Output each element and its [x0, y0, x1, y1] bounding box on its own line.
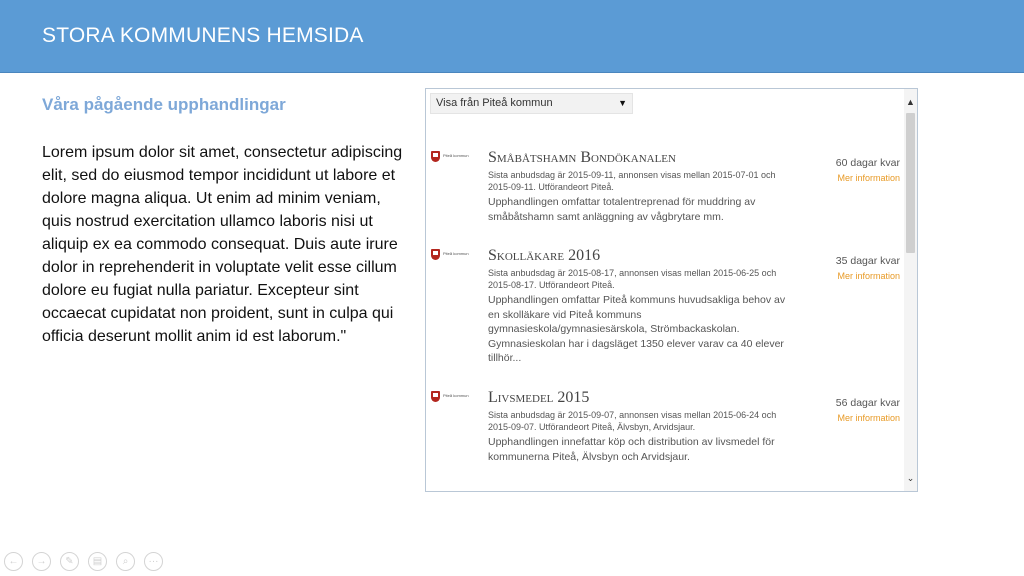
header-bar: [0, 0, 1024, 73]
slides-grid-icon[interactable]: ▤: [88, 552, 107, 571]
days-left: 56 dagar kvar: [835, 397, 900, 409]
municipality-logo: [431, 247, 471, 261]
section-subtitle: Våra pågående upphandlingar: [42, 95, 286, 114]
procurement-meta: Sista anbudsdag är 2015-09-11, annonsen visas mellan 2015-07-01 och 2015-09-11. Utförandeort Piteå.: [488, 170, 776, 192]
previous-slide-icon[interactable]: ←: [4, 552, 23, 571]
crest-icon: [431, 151, 440, 162]
procurement-title: Skolläkare 2016: [488, 247, 601, 264]
crest-icon: [431, 391, 440, 402]
dropdown-arrow-icon: ▼: [618, 98, 627, 108]
days-left: 35 dagar kvar: [835, 255, 900, 267]
logo-text: Piteå kommun: [443, 153, 469, 158]
procurement-item: [426, 389, 904, 469]
procurement-item: [426, 247, 904, 367]
procurement-title: Småbåtshamn Bondökanalen: [488, 149, 676, 166]
section-body-text: Lorem ipsum dolor sit amet, consectetur adipiscing elit, sed do eiusmod tempor incididunt ut labore et dolore magna aliqua. Ut enim ad minim veniam, quis nostrud exercitation ullamco laboris nisi ut aliquip ex ea commodo consequat. Duis aute irure dolor in reprehenderit in voluptate velit esse cillum dolore eu fugiat nulla pariatur. Excepteur sint occaecat cupidatat non proident, sunt in culpa qui officia deserunt mollit anim id est laborum.": [42, 144, 403, 345]
logo-text: Piteå kommun: [443, 251, 469, 256]
filter-selected-value: Visa från Piteå kommun: [436, 97, 553, 109]
procurement-description: Upphandlingen omfattar totalentreprenad för muddring av småbåtshamn samt anläggning av vågbrytare mm.: [488, 196, 756, 223]
crest-icon: [431, 249, 440, 260]
more-info-link[interactable]: Mer information: [837, 413, 900, 423]
more-info-link[interactable]: Mer information: [837, 271, 900, 281]
procurement-meta: Sista anbudsdag är 2015-09-07, annonsen visas mellan 2015-06-24 och 2015-09-07. Utförandeort Piteå, Älvsbyn, Arvidsjaur.: [488, 410, 777, 432]
page-title: STORA KOMMUNENS HEMSIDA: [42, 24, 364, 47]
zoom-icon[interactable]: ⌕: [116, 552, 135, 571]
municipality-logo: [431, 149, 471, 163]
logo-text: Piteå kommun: [443, 393, 469, 398]
scroll-thumb[interactable]: [906, 113, 915, 253]
procurement-list: [426, 89, 904, 491]
procurement-description: Upphandlingen innefattar köp och distribution av livsmedel för kommunerna Piteå, Älvsbyn och Arvidsjaur.: [488, 436, 775, 463]
procurement-item: [426, 149, 904, 229]
municipality-filter-select[interactable]: [430, 93, 633, 114]
days-left: 60 dagar kvar: [835, 157, 900, 169]
scroll-down-icon[interactable]: ⌄: [906, 473, 915, 483]
procurement-meta: Sista anbudsdag är 2015-08-17, annonsen visas mellan 2015-06-25 och 2015-08-17. Utförandeort Piteå.: [488, 268, 777, 290]
scroll-up-icon[interactable]: ▲: [906, 97, 915, 107]
pen-icon[interactable]: ✎: [60, 552, 79, 571]
list-scrollbar[interactable]: [904, 89, 917, 491]
procurement-title: Livsmedel 2015: [488, 389, 590, 406]
more-options-icon[interactable]: ···: [144, 552, 163, 571]
more-info-link[interactable]: Mer information: [837, 173, 900, 183]
municipality-logo: [431, 389, 471, 403]
procurement-description: Upphandlingen omfattar Piteå kommuns huvudsakliga behov av en skolläkare vid Piteå kommuns gymnasieskola/gymnasiesärskola, Strömbackaskolan. Gymnasieskolan har i dagsläget 1350 elever varav ca 40 elever tillhör...: [488, 294, 786, 364]
procurement-widget: [425, 88, 918, 492]
next-slide-icon[interactable]: →: [32, 552, 51, 571]
